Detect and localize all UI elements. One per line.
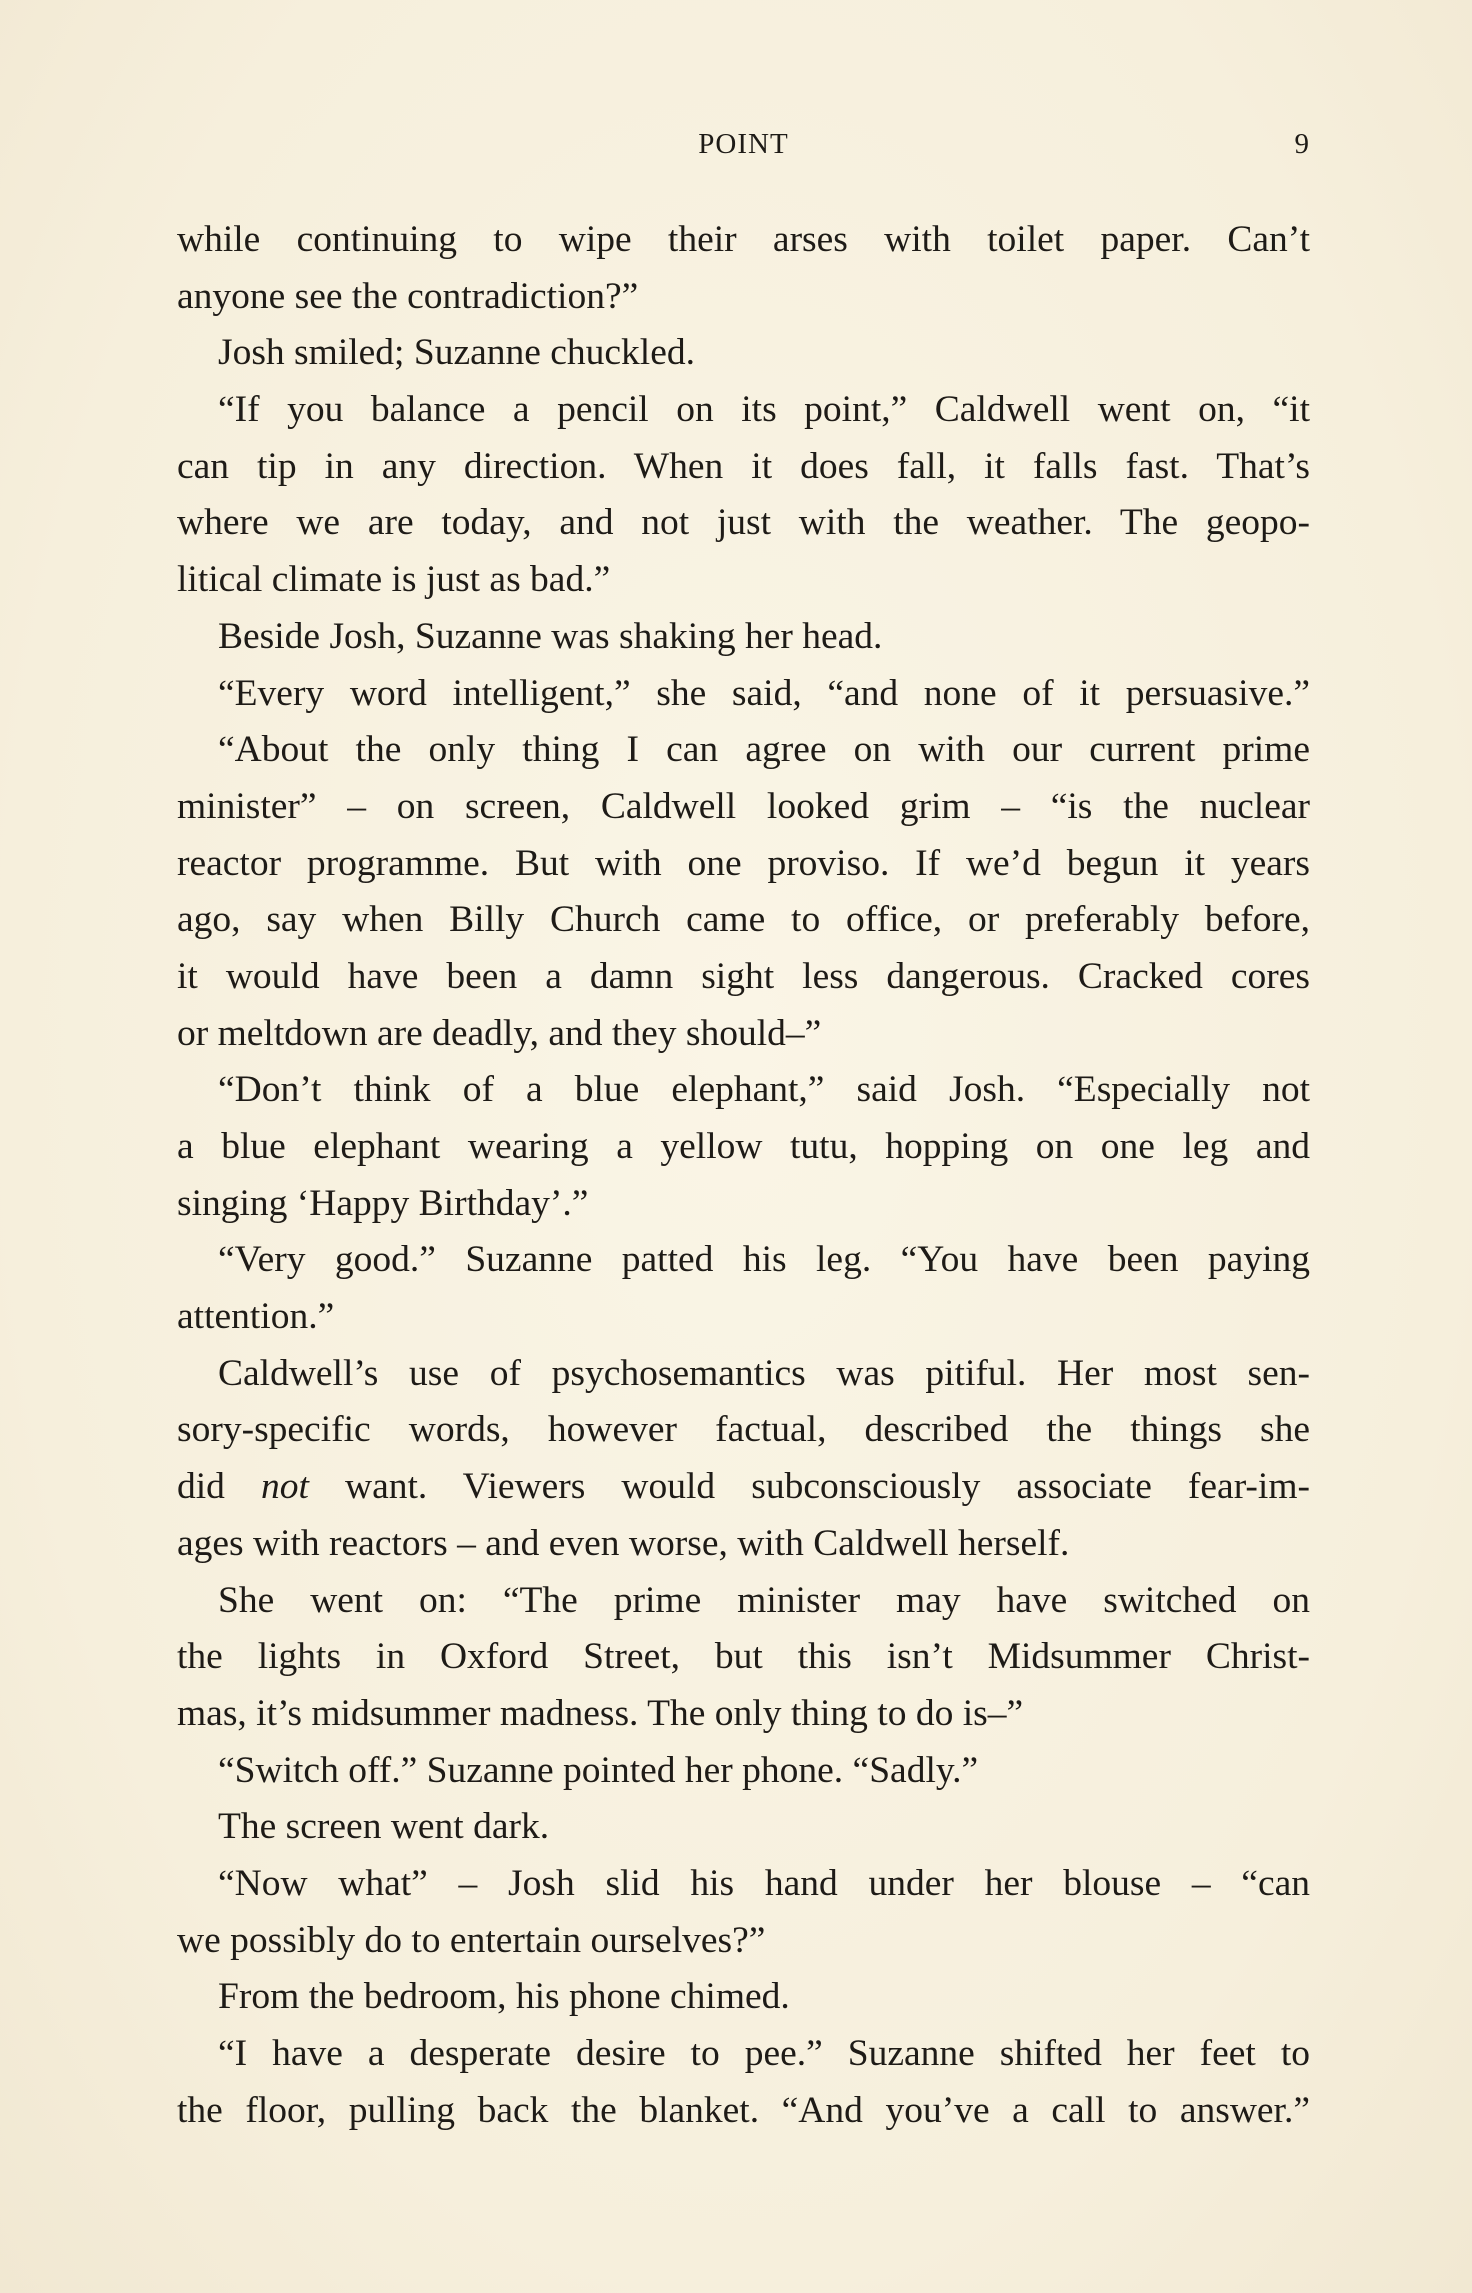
text-line: ages with reactors – and even worse, with Caldwell herself. — [177, 1522, 1070, 1564]
text-line: while continuing to wipe their arses with toilet paper. Can’t — [177, 219, 1310, 260]
text-line: singing ‘Happy Birthday’.” — [177, 1182, 589, 1224]
text-line: From the bedroom, his phone chimed. — [218, 1976, 790, 2018]
text-line: “Don’t think of a blue elephant,” said Josh. “Especially not — [218, 1069, 1310, 1111]
text-line: “Switch off.” Suzanne pointed her phone. “Sadly.” — [218, 1749, 979, 1791]
text-line: She went on: “The prime minister may have switched on — [218, 1579, 1310, 1621]
text-line: litical climate is just as bad.” — [177, 559, 611, 601]
text-segment: want. Viewers would subconsciously associate fear-im- — [308, 1466, 1310, 1508]
text-line: a blue elephant wearing a yellow tutu, hopping on one leg and — [177, 1126, 1310, 1167]
text-line: Caldwell’s use of psychosemantics was pitiful. Her most sen- — [218, 1352, 1310, 1394]
page-number: 9 — [1294, 128, 1310, 160]
text-line: Beside Josh, Suzanne was shaking her head. — [218, 615, 883, 657]
text-line: the floor, pulling back the blanket. “And you’ve a call to answer.” — [177, 2089, 1310, 2131]
running-head — [177, 128, 1310, 168]
text-line: anyone see the contradiction?” — [177, 275, 639, 317]
text-line: “If you balance a pencil on its point,” Caldwell went on, “it — [218, 389, 1310, 431]
body-text — [177, 212, 1310, 2139]
running-title: POINT — [698, 128, 789, 160]
text-line: “Very good.” Suzanne patted his leg. “You have been paying — [218, 1239, 1310, 1281]
text-line: it would have been a damn sight less dangerous. Cracked cores — [177, 955, 1310, 997]
text-line: we possibly do to entertain ourselves?” — [177, 1919, 766, 1961]
text-line: The screen went dark. — [218, 1806, 550, 1848]
text-line: “I have a desperate desire to pee.” Suzanne shifted her feet to — [218, 2033, 1310, 2074]
text-line: where we are today, and not just with the weather. The geopo- — [177, 502, 1310, 544]
text-line: minister” – on screen, Caldwell looked grim – “is the nuclear — [177, 785, 1310, 827]
text-line: “Every word intelligent,” she said, “and none of it persuasive.” — [218, 672, 1310, 714]
text-line: “Now what” – Josh slid his hand under her blouse – “can — [218, 1862, 1310, 1904]
text-line: can tip in any direction. When it does fall, it falls fast. That’s — [177, 445, 1310, 487]
text-line: attention.” — [177, 1296, 335, 1338]
text-line: ago, say when Billy Church came to office, or preferably before, — [177, 899, 1310, 941]
text-line: mas, it’s midsummer madness. The only thing to do is–” — [177, 1692, 1024, 1734]
emphasis-text: not — [261, 1466, 309, 1508]
text-line — [177, 1459, 1310, 1516]
text-segment: did — [177, 1466, 261, 1508]
text-line: Josh smiled; Suzanne chuckled. — [218, 332, 695, 374]
text-line: or meltdown are deadly, and they should–” — [177, 1012, 822, 1054]
text-line: reactor programme. But with one proviso. If we’d begun it years — [177, 842, 1310, 884]
text-line: the lights in Oxford Street, but this isn’t Midsummer Christ- — [177, 1636, 1310, 1678]
text-line: “About the only thing I can agree on with our current prime — [218, 729, 1310, 771]
text-line: sory-specific words, however factual, described the things she — [177, 1409, 1310, 1451]
